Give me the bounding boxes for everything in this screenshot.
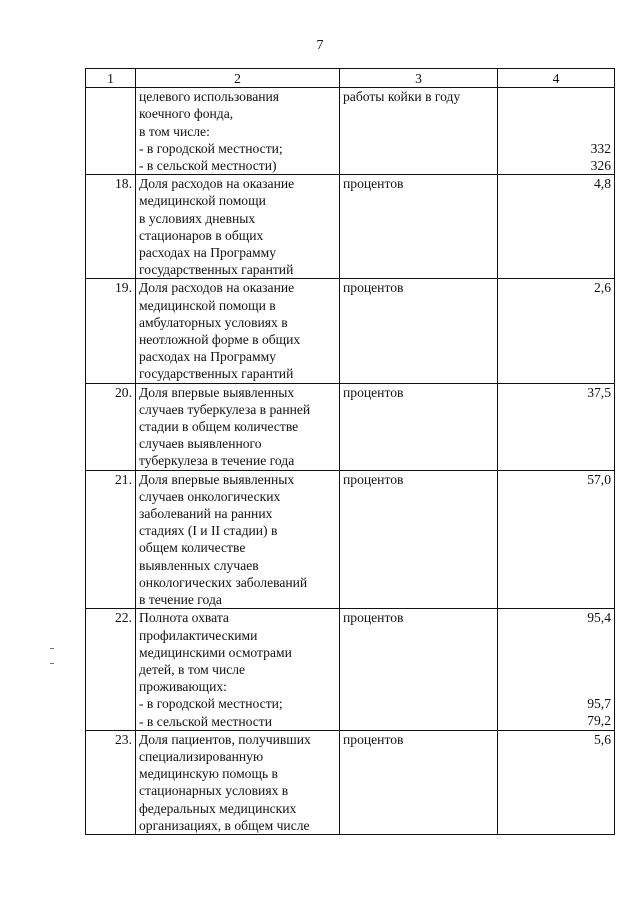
indicator-line: специализированную [139,748,264,764]
indicator-line: заболеваний на ранних [139,506,273,522]
row-number: 19. [86,279,136,383]
indicator-line: Доля расходов на оказание [139,176,295,192]
column-header: 2 [136,69,340,88]
value-line: 332 [590,140,611,156]
value-line: 79,2 [587,713,611,729]
table-row [86,470,615,609]
unit-cell: процентов [340,470,498,609]
indicator-line: организациях, в общем числе [139,817,310,833]
indicator-line: медицинскую помощь в [139,766,278,782]
indicator-cell [136,175,340,279]
indicator-cell [136,609,340,730]
row-number: 21. [86,470,136,609]
indicator-line: медицинской помощи в [139,297,276,313]
column-header: 1 [86,69,136,88]
indicator-line: общем количестве [139,540,246,556]
indicator-line: в течение года [139,592,222,608]
indicator-line: Полнота охвата [139,610,229,626]
value-line: 95,4 [587,610,611,626]
value-cell [498,175,615,279]
indicator-line: случаев туберкулеза в ранней [139,401,311,417]
table-row [86,730,615,834]
indicator-line: стационарных условиях в [139,783,289,799]
table-header-row [86,69,615,88]
value-line: 326 [590,157,611,173]
indicator-line: государственных гарантий [139,262,294,278]
value-cell [498,383,615,470]
value-line: 4,8 [594,176,611,192]
row-number [86,88,136,175]
indicator-line: туберкулеза в течение года [139,453,295,469]
indicator-line: случаев онкологических [139,488,281,504]
margin-mark [50,663,54,664]
table-row [86,88,615,175]
value-cell [498,609,615,730]
unit-cell: работы койки в году [340,88,498,175]
indicator-cell [136,730,340,834]
indicator-line: стационаров в общих [139,227,264,243]
indicator-line: коечного фонда, [139,106,234,122]
value-cell [498,88,615,175]
row-number: 20. [86,383,136,470]
indicator-line: - в сельской местности [139,713,272,729]
indicator-line: детей, в том числе [139,661,246,677]
column-header: 4 [498,69,615,88]
unit-cell: процентов [340,609,498,730]
indicator-line: стадиях (I и II стадии) в [139,523,278,539]
indicator-line: стадии в общем количестве [139,419,299,435]
unit-cell: процентов [340,730,498,834]
indicator-line: случаев выявленного [139,436,262,452]
table-row [86,279,615,383]
indicator-line: целевого использования [139,89,280,105]
indicator-cell [136,279,340,383]
table-row [86,383,615,470]
indicator-line: Доля впервые выявленных [139,384,295,400]
value-cell [498,279,615,383]
indicator-line: выявленных случаев [139,557,259,573]
value-cell [498,470,615,609]
indicator-cell [136,470,340,609]
row-number: 18. [86,175,136,279]
indicator-line: неотложной форме в общих [139,332,301,348]
row-number: 23. [86,730,136,834]
table-row [86,175,615,279]
unit-cell: процентов [340,383,498,470]
value-line: 95,7 [587,696,611,712]
indicator-line: федеральных медицинских [139,800,297,816]
indicator-line: - в городской местности; [139,140,283,156]
indicator-line: Доля впервые выявленных [139,471,295,487]
unit-cell: процентов [340,279,498,383]
indicator-line: амбулаторных условиях в [139,314,288,330]
indicator-line: - в сельской местности) [139,158,277,174]
value-cell [498,730,615,834]
value-line: 37,5 [587,384,611,400]
indicator-line: государственных гарантий [139,366,294,382]
value-line: 57,0 [587,471,611,487]
page-number: 7 [316,38,324,53]
indicator-cell [136,383,340,470]
indicator-line: медицинской помощи [139,193,266,209]
indicator-line: Доля расходов на оказание [139,280,295,296]
indicators-table [85,68,615,835]
indicator-line: расходах на Программу [139,245,277,261]
indicator-line: онкологических заболеваний [139,574,308,590]
indicator-line: в том числе: [139,123,210,139]
indicator-line: в условиях дневных [139,210,256,226]
indicator-line: медицинскими осмотрами [139,644,292,660]
column-header: 3 [340,69,498,88]
margin-mark [50,648,54,649]
table-row [86,609,615,730]
indicator-line: профилактическими [139,627,258,643]
indicator-line: расходах на Программу [139,349,277,365]
indicator-cell [136,88,340,175]
value-line: 5,6 [594,731,611,747]
value-line: 2,6 [594,280,611,296]
row-number: 22. [86,609,136,730]
unit-cell: процентов [340,175,498,279]
indicator-line: Доля пациентов, получивших [139,731,311,747]
indicator-line: проживающих: [139,679,227,695]
indicator-line: - в городской местности; [139,696,283,712]
